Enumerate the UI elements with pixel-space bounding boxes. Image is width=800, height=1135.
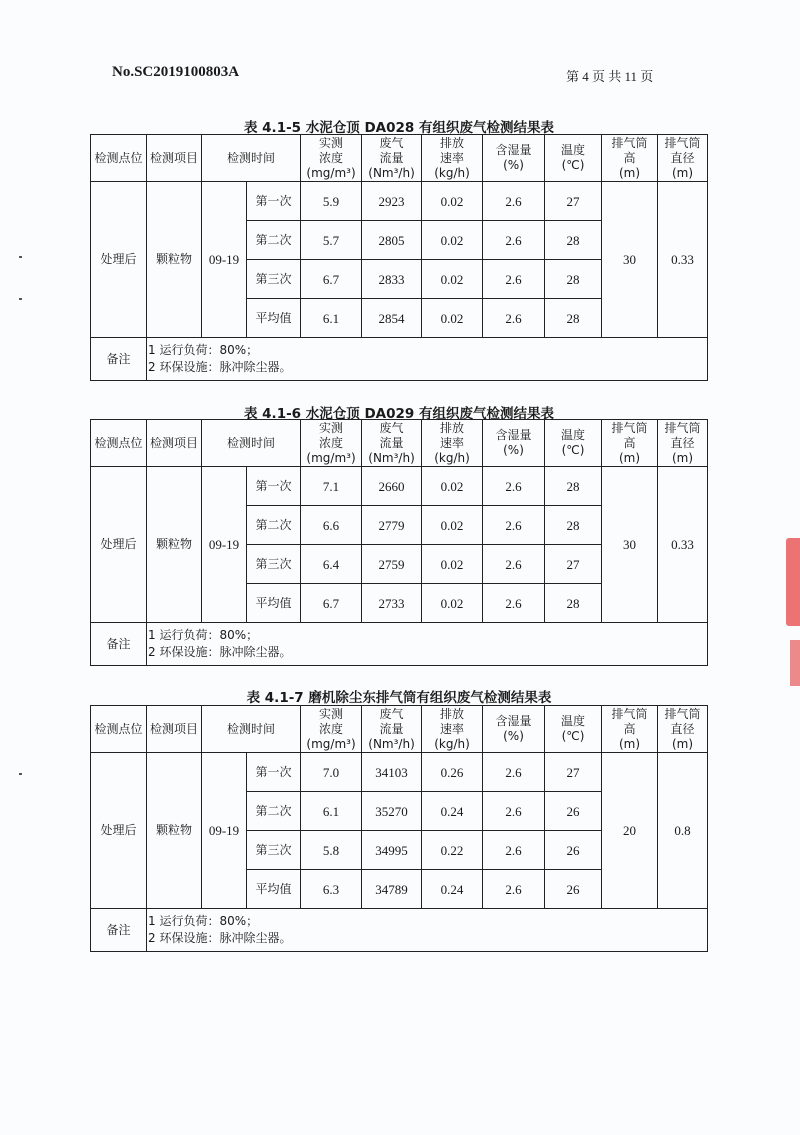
rate-value: 0.02 xyxy=(422,506,483,545)
flow-value: 2923 xyxy=(362,182,422,221)
sample-label: 第一次 xyxy=(247,467,301,506)
sample-label: 第二次 xyxy=(247,506,301,545)
note-text-line: 2 环保设施：脉冲除尘器。 xyxy=(148,645,292,659)
note-text-line: 1 运行负荷：80%； xyxy=(148,628,259,642)
rate-value: 0.02 xyxy=(422,260,483,299)
header-row xyxy=(91,420,708,467)
header-concentration-line: (mg/m³) xyxy=(306,450,356,465)
header-temperature xyxy=(545,420,602,467)
flow-value: 35270 xyxy=(362,792,422,831)
concentration-value: 6.7 xyxy=(301,584,362,623)
red-seal-edge xyxy=(786,538,800,626)
header-stack-diameter-line: 直径 xyxy=(670,721,695,736)
concentration-value: 6.3 xyxy=(301,870,362,909)
temperature-value: 26 xyxy=(545,792,602,831)
note-label: 备注 xyxy=(91,909,147,952)
header-stack-diameter-line: 排气筒 xyxy=(664,706,701,721)
header-stack-diameter xyxy=(658,706,708,753)
table-row xyxy=(91,467,708,506)
rate-value: 0.22 xyxy=(422,831,483,870)
concentration-value: 6.1 xyxy=(301,299,362,338)
header-rate-line: 速率 xyxy=(440,721,465,736)
header-concentration-line: 实测 xyxy=(319,420,344,435)
date-cell: 09-19 xyxy=(202,467,247,623)
header-rate-line: 速率 xyxy=(440,435,465,450)
humidity-value: 2.6 xyxy=(483,753,545,792)
header-rate-line: (kg/h) xyxy=(434,450,470,465)
header-flow-line: (Nm³/h) xyxy=(368,165,415,180)
humidity-value: 2.6 xyxy=(483,870,545,909)
temperature-value: 26 xyxy=(545,831,602,870)
header-row xyxy=(91,706,708,753)
note-text-line: 1 运行负荷：80%； xyxy=(148,914,259,928)
header-humidity-line: (%) xyxy=(503,443,524,457)
rate-value: 0.24 xyxy=(422,870,483,909)
header-temperature-line: (℃) xyxy=(561,443,585,457)
humidity-value: 2.6 xyxy=(483,260,545,299)
note-row xyxy=(91,338,708,381)
header-stack-diameter-line: 直径 xyxy=(670,435,695,450)
header-item: 检测项目 xyxy=(147,135,202,182)
temperature-value: 28 xyxy=(545,584,602,623)
date-cell: 09-19 xyxy=(202,182,247,338)
concentration-value: 6.4 xyxy=(301,545,362,584)
stack-height-value: 30 xyxy=(602,182,658,338)
flow-value: 34789 xyxy=(362,870,422,909)
header-temperature-line: 温度 xyxy=(561,714,586,728)
header-flow xyxy=(362,135,422,182)
header-flow-line: 废气 xyxy=(379,135,404,150)
rate-value: 0.02 xyxy=(422,467,483,506)
flow-value: 2759 xyxy=(362,545,422,584)
header-stack-diameter-line: (m) xyxy=(671,450,694,465)
header-site: 检测点位 xyxy=(91,706,147,753)
header-rate-line: 排放 xyxy=(440,420,465,435)
table-row xyxy=(91,182,708,221)
item-cell: 颗粒物 xyxy=(147,467,202,623)
concentration-value: 7.1 xyxy=(301,467,362,506)
header-stack-height-line: 高 xyxy=(623,435,636,450)
temperature-value: 28 xyxy=(545,260,602,299)
header-rate xyxy=(422,706,483,753)
header-stack-diameter-line: 排气筒 xyxy=(664,135,701,150)
humidity-value: 2.6 xyxy=(483,831,545,870)
note-text-line: 1 运行负荷：80%； xyxy=(148,343,259,357)
header-flow-line: 流量 xyxy=(379,150,404,165)
header-temperature-line: (℃) xyxy=(561,729,585,743)
stack-height-value: 20 xyxy=(602,753,658,909)
header-temperature-line: 温度 xyxy=(561,143,586,157)
result-table xyxy=(90,419,708,666)
sample-label: 第三次 xyxy=(247,831,301,870)
header-site: 检测点位 xyxy=(91,420,147,467)
concentration-value: 5.9 xyxy=(301,182,362,221)
stack-diameter-value: 0.33 xyxy=(658,467,708,623)
header-flow-line: (Nm³/h) xyxy=(368,450,415,465)
flow-value: 2854 xyxy=(362,299,422,338)
item-cell: 颗粒物 xyxy=(147,182,202,338)
item-cell: 颗粒物 xyxy=(147,753,202,909)
header-humidity xyxy=(483,420,545,467)
header-flow-line: 废气 xyxy=(379,420,404,435)
header-humidity-line: 含湿量 xyxy=(495,143,532,157)
humidity-value: 2.6 xyxy=(483,545,545,584)
table-title: 表 4.1-5 水泥仓顶 DA028 有组织废气检测结果表 xyxy=(243,120,555,136)
rate-value: 0.02 xyxy=(422,299,483,338)
header-item: 检测项目 xyxy=(147,420,202,467)
scan-speck xyxy=(19,298,22,300)
report-number: No.SC2019100803A xyxy=(112,64,240,80)
header-site: 检测点位 xyxy=(91,135,147,182)
rate-value: 0.26 xyxy=(422,753,483,792)
scan-speck xyxy=(19,773,22,775)
sample-label: 平均值 xyxy=(247,299,301,338)
flow-value: 2833 xyxy=(362,260,422,299)
sample-label: 第一次 xyxy=(247,753,301,792)
header-flow-line: 废气 xyxy=(379,706,404,721)
header-stack-height-line: 高 xyxy=(623,721,636,736)
stack-diameter-value: 0.8 xyxy=(658,753,708,909)
header-stack-height-line: 排气筒 xyxy=(611,706,648,721)
sample-label: 平均值 xyxy=(247,584,301,623)
note-label: 备注 xyxy=(91,338,147,381)
header-stack-diameter xyxy=(658,135,708,182)
humidity-value: 2.6 xyxy=(483,506,545,545)
concentration-value: 6.6 xyxy=(301,506,362,545)
header-humidity xyxy=(483,706,545,753)
header-rate xyxy=(422,135,483,182)
header-rate-line: 排放 xyxy=(440,135,465,150)
stack-height-value: 30 xyxy=(602,467,658,623)
temperature-value: 28 xyxy=(545,467,602,506)
header-flow xyxy=(362,706,422,753)
header-flow-line: 流量 xyxy=(379,435,404,450)
header-humidity-line: 含湿量 xyxy=(495,428,532,442)
header-concentration-line: 实测 xyxy=(319,135,344,150)
sample-label: 平均值 xyxy=(247,870,301,909)
header-stack-height xyxy=(602,135,658,182)
concentration-value: 6.7 xyxy=(301,260,362,299)
header-concentration-line: 浓度 xyxy=(319,435,344,450)
rate-value: 0.24 xyxy=(422,792,483,831)
header-concentration-line: 浓度 xyxy=(319,721,344,736)
note-row xyxy=(91,623,708,666)
header-concentration xyxy=(301,135,362,182)
header-time: 检测时间 xyxy=(202,420,301,467)
rate-value: 0.02 xyxy=(422,584,483,623)
humidity-value: 2.6 xyxy=(483,467,545,506)
table-row xyxy=(91,753,708,792)
header-row xyxy=(91,135,708,182)
header-rate-line: 速率 xyxy=(440,150,465,165)
note-label: 备注 xyxy=(91,623,147,666)
header-stack-height-line: 排气筒 xyxy=(611,420,648,435)
site-cell: 处理后 xyxy=(91,753,147,909)
header-stack-diameter-line: 直径 xyxy=(670,150,695,165)
flow-value: 2733 xyxy=(362,584,422,623)
temperature-value: 27 xyxy=(545,753,602,792)
header-concentration-line: (mg/m³) xyxy=(306,165,356,180)
table-title: 表 4.1-7 磨机除尘东排气筒有组织废气检测结果表 xyxy=(246,690,552,706)
humidity-value: 2.6 xyxy=(483,221,545,260)
site-cell: 处理后 xyxy=(91,182,147,338)
sample-label: 第二次 xyxy=(247,792,301,831)
temperature-value: 27 xyxy=(545,182,602,221)
temperature-value: 27 xyxy=(545,545,602,584)
red-seal-edge xyxy=(790,640,800,686)
note-text xyxy=(147,338,708,381)
header-stack-diameter-line: (m) xyxy=(671,736,694,751)
note-row xyxy=(91,909,708,952)
header-concentration-line: (mg/m³) xyxy=(306,736,356,751)
header-temperature-line: (℃) xyxy=(561,158,585,172)
temperature-value: 28 xyxy=(545,299,602,338)
concentration-value: 6.1 xyxy=(301,792,362,831)
header-rate xyxy=(422,420,483,467)
header-temperature xyxy=(545,706,602,753)
stack-diameter-value: 0.33 xyxy=(658,182,708,338)
sample-label: 第一次 xyxy=(247,182,301,221)
header-stack-diameter-line: 排气筒 xyxy=(664,420,701,435)
header-temperature-line: 温度 xyxy=(561,428,586,442)
header-flow xyxy=(362,420,422,467)
note-text xyxy=(147,623,708,666)
temperature-value: 28 xyxy=(545,221,602,260)
humidity-value: 2.6 xyxy=(483,584,545,623)
header-item: 检测项目 xyxy=(147,706,202,753)
humidity-value: 2.6 xyxy=(483,792,545,831)
rate-value: 0.02 xyxy=(422,221,483,260)
header-rate-line: (kg/h) xyxy=(434,736,470,751)
flow-value: 34103 xyxy=(362,753,422,792)
flow-value: 2779 xyxy=(362,506,422,545)
temperature-value: 26 xyxy=(545,870,602,909)
rate-value: 0.02 xyxy=(422,182,483,221)
temperature-value: 28 xyxy=(545,506,602,545)
sample-label: 第三次 xyxy=(247,260,301,299)
header-stack-height-line: 高 xyxy=(623,150,636,165)
header-stack-height-line: 排气筒 xyxy=(611,135,648,150)
humidity-value: 2.6 xyxy=(483,182,545,221)
result-table xyxy=(90,134,708,381)
header-humidity-line: (%) xyxy=(503,158,524,172)
concentration-value: 5.7 xyxy=(301,221,362,260)
table-title: 表 4.1-6 水泥仓顶 DA029 有组织废气检测结果表 xyxy=(243,406,555,422)
header-time: 检测时间 xyxy=(202,135,301,182)
note-text-line: 2 环保设施：脉冲除尘器。 xyxy=(148,931,292,945)
header-rate-line: 排放 xyxy=(440,706,465,721)
note-text-line: 2 环保设施：脉冲除尘器。 xyxy=(148,360,292,374)
header-concentration xyxy=(301,420,362,467)
header-temperature xyxy=(545,135,602,182)
result-table xyxy=(90,705,708,952)
header-concentration xyxy=(301,706,362,753)
date-cell: 09-19 xyxy=(202,753,247,909)
rate-value: 0.02 xyxy=(422,545,483,584)
header-stack-diameter xyxy=(658,420,708,467)
header-stack-height-line: (m) xyxy=(618,165,641,180)
sample-label: 第三次 xyxy=(247,545,301,584)
sample-label: 第二次 xyxy=(247,221,301,260)
concentration-value: 5.8 xyxy=(301,831,362,870)
header-humidity-line: (%) xyxy=(503,729,524,743)
flow-value: 2660 xyxy=(362,467,422,506)
header-stack-height-line: (m) xyxy=(618,450,641,465)
header-flow-line: 流量 xyxy=(379,721,404,736)
header-flow-line: (Nm³/h) xyxy=(368,736,415,751)
humidity-value: 2.6 xyxy=(483,299,545,338)
site-cell: 处理后 xyxy=(91,467,147,623)
header-humidity-line: 含湿量 xyxy=(495,714,532,728)
header-concentration-line: 浓度 xyxy=(319,150,344,165)
flow-value: 34995 xyxy=(362,831,422,870)
header-humidity xyxy=(483,135,545,182)
flow-value: 2805 xyxy=(362,221,422,260)
header-time: 检测时间 xyxy=(202,706,301,753)
page-indicator: 第 4 页 共 11 页 xyxy=(566,69,654,84)
header-rate-line: (kg/h) xyxy=(434,165,470,180)
header-stack-height xyxy=(602,420,658,467)
header-stack-height-line: (m) xyxy=(618,736,641,751)
header-stack-height xyxy=(602,706,658,753)
note-text xyxy=(147,909,708,952)
header-concentration-line: 实测 xyxy=(319,706,344,721)
scan-speck xyxy=(19,256,22,258)
header-stack-diameter-line: (m) xyxy=(671,165,694,180)
concentration-value: 7.0 xyxy=(301,753,362,792)
